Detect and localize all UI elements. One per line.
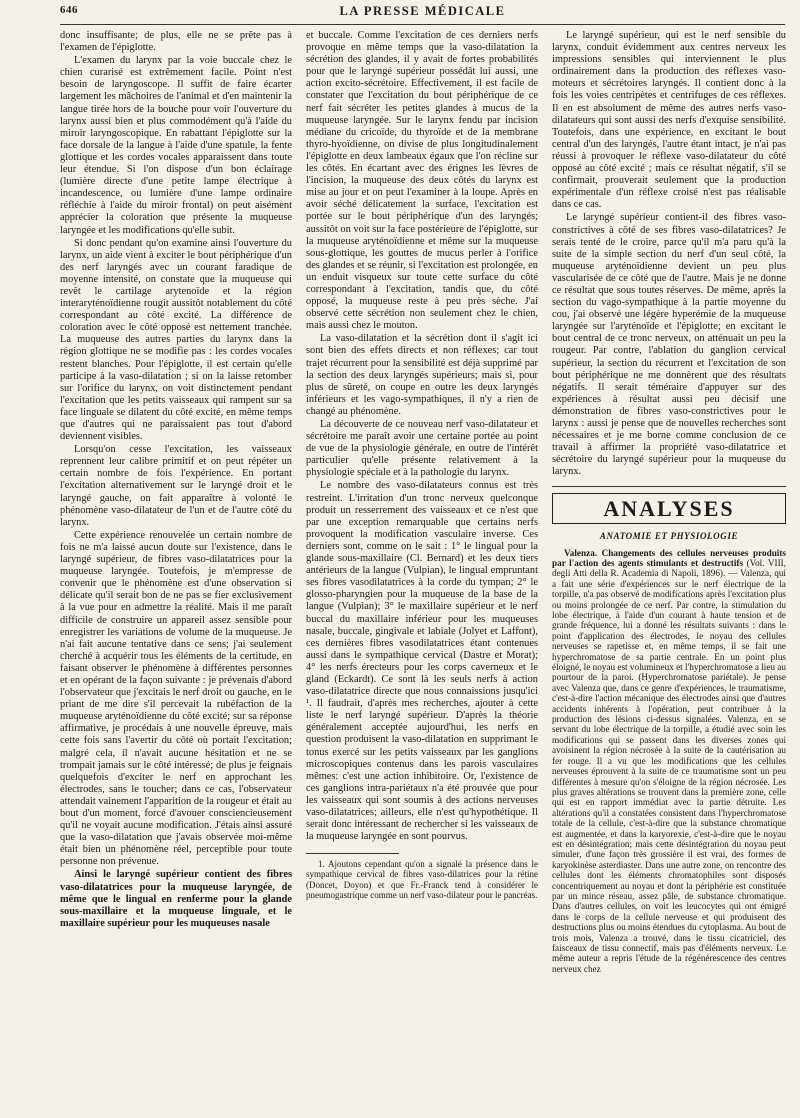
paragraph: L'examen du larynx par la voie buccale chez le chien curarisé est extrêmement facile. Point n'est besoin de laryngoscope. Il suffit de faire écarter largement les mâchoires de l'animal et d'en maintenir la langue tirée hors de la bouche pour voir l'ouverture du larynx aussi bien et plus commodément qu'à l'aide du miroir laryngoscopique. En rabattant l'épiglotte sur la face dorsale de la langue à l'aide d'une spatule, la fente glottique et les cordes vocales apparaissent dans toute leur étendue. Si l'on dispose d'un bon éclairage (lumière directe d'une petite lampe électrique à incandescence, ou lumière d'une lampe ordinaire réfléchie à l'aide du miroir frontal) on peut aisément apprécier la coloration que présente la muqueuse laryngée et les modifications qu'elle subit. (60, 55, 292, 236)
footnote-text: 1. Ajoutons cependant qu'on a signalé la présence dans le sympathique cervical de fibres vaso-dilatrices pour la rétine (Doncet, Doyon) et que Fr.-Franck tend à considérer le pneumogastrique comme un nerf vaso-dilateur pour le pancréas. (306, 859, 538, 900)
header-rule (60, 24, 785, 25)
bold-paragraph: Ainsi le laryngé supérieur contient des fibres vaso-dilatatrices pour la muqueuse laryngée, de même que le lingual en renferme pour la glande sous-maxillaire et la muqueuse linguale, et le maxillaire supérieur pour les muqueuses nasale (60, 869, 292, 929)
abstract-heading: Valenza. Changements des cellules nerveuses produits par l'action des agents stimulants et destructifs (552, 547, 786, 568)
paragraph: et buccale. Comme l'excitation de ces derniers nerfs provoque en même temps que la vaso-dilatation la sécrétion des glandes, il y avait de fortes probabilités pour que le laryngé supérieur possédât lui aussi, une action excito-sécrétoire. Effectivement, il est facile de constater que l'excitation du bout périphérique de ce nerf fait sécréter les petites glandes à mucus de la muqueuse laryngée. Sur le larynx fendu par incision médiane du cricoïde, du thyroïde et de la membrane thyro-hyoïdienne, on divise de plus longitudinalement l'épiglotte en deux lambeaux égaux que l'on récline sur les côtés. En écartant avec des érignes les lèvres de l'incision, la muqueuse des deux côtés du larynx est mise au jour et on peut l'examiner à la loupe. Après en avoir séché délicatement la surface, l'excitation est portée sur le bout périphérique d'un des laryngés; aussitôt on voit sur la face postérieure de l'épiglotte, sur la muqueuse aryténoïdienne et même sur la muqueuse sous-glottique, les gouttes de mucus perler à l'orifice des glandes et se réunir, si l'excitation est prolongée, en un enduit visqueux sur toute cette surface du côté correspondant à l'excitation, tandis que, du côté opposé, la muqueuse reste à peu près sèche. J'ai observé cette sécrétion non seulement chez le chien, mais aussi chez le mouton. (306, 30, 538, 332)
paragraph: Cette expérience renouvelée un certain nombre de fois ne m'a laissé aucun doute sur l'existence, dans le laryngé supérieur, de fibres vaso-dilatatrices pour la muqueuse laryngée. Toutefois, je m'empresse de convenir que le phénomène est d'une observation si délicate qu'il serait bon de ne pas se fier exclusivement à la vue pour en admettre la réalité. Mais il me paraît difficile de construire un appareil assez sensible pour enregistrer les variations de volume de la muqueuse. Je n'ai fait aucune tentative dans ce sens; j'ai seulement cherché à acquérir tous les éléments de la certitude, en faisant observer le phénomène à différentes personnes et en opérant de la façon suivante : je prévenais d'abord l'observateur que j'excitais le nerf droit ou gauche, en le priant de me dire s'il percevait la rubéfaction de la muqueuse aryténoïdienne du côté excité; sur sa réponse affirmative, je procédais à une nouvelle épreuve, mais cette fois sans l'avertir du côté où portait l'excitation; malgré cela, il n'avait aucune hésitation et ne se trompait jamais sur le côté intéressé; de plus je feignais quelquefois d'exciter le nerf en approchant les électrodes, sans le toucher; dans ce cas, l'observateur attendait vainement l'apparition de la rougeur et était au bout d'un moment, forcé d'avouer consciencieusement qu'il ne voyait aucune modification. J'étais ainsi assuré que la vaso-dilatation que j'avais observée moi-même était bien un phénomène réel, perceptible pour toute personne non prévenue. (60, 529, 292, 868)
analyses-title: ANALYSES (603, 496, 735, 522)
journal-title: LA PRESSE MÉDICALE (339, 4, 506, 18)
section-title: ANATOMIE ET PHYSIOLOGIE (599, 531, 739, 542)
paragraph: Le laryngé supérieur, qui est le nerf sensible du larynx, conduit évidemment aux centres nerveux les impressions sensibles qui interviennent le plus ordinairement dans la production des réflexes vaso-moteurs et sécrétoires laryngés. Il contient donc à la fois les voies centripètes et centrifuges de ces réflexes. Il en est absolument de même des autres nerfs vaso-dilatateurs qui sont aussi des nerfs d'exquise sensibilité. Toutefois, dans une expérience, en excitant le bout central d'un des laryngés, l'autre étant intact, je n'ai pas réussi à provoquer le réflexe vaso-dilatateur du côté opposé au côté excité ; mais ce résultat négatif, s'il se confirmait, prouverait seulement que la production expérimentale d'un réflexe croisé n'est pas réalisable dans ce cas. (552, 30, 786, 211)
abstract (552, 548, 786, 975)
footnote (306, 859, 538, 900)
page-number: 646 (60, 4, 78, 16)
paragraph: Lorsqu'on cesse l'excitation, les vaisseaux reprennent leur calibre primitif et on peut répéter un certain nombre de fois l'expérience. En portant l'excitation alternativement sur le laryngé droit et le laryngé gauche, on fait apparaître à volonté le phénomène vaso-dilatateur de l'un et de l'autre côté du larynx. (60, 444, 292, 528)
analyses-heading-box (552, 493, 786, 524)
paragraph: La vaso-dilatation et la sécrétion dont il s'agit ici sont bien des effets directs et non réflexes; car tout trajet récurrent pour la sensibilité est déjà supprimé par la section des deux laryngés supérieurs; mais si, pour plus de sûreté, on coupe en outre les deux laryngés inférieurs et les vago-sympathiques, il n'y a rien de changé au phénomène. (306, 333, 538, 417)
paragraph: Le laryngé supérieur contient-il des fibres vaso-constrictives à côté de ses fibres vaso-dilatatrices? Je serais tenté de le croire, parce qu'il m'a paru qu'à la suite de la simple section du nerf d'un seul côté, la muqueuse aryténoïdienne devient un peu plus vascularisée de ce côté que de l'autre. Mais je ne donne ce résultat que sous toutes réserves. De même, après la section du vago-sympathique à la partie moyenne du cou, j'ai observé une légère hyperémie de la muqueuse laryngée sur l'aryténoïde et l'épiglotte; en excitant le bout central de ce tronc nerveux, on atténuait un peu la rougeur. Par contre, l'ablation du ganglion cervical supérieur, la section du récurrent et l'excitation de son bout périphérique ne me donnèrent que des résultats négatifs. Il serait téméraire d'appuyer sur des expériences à résultat aussi peu décisif une démonstration de fibres vaso-constrictives pour le larynx : aussi je pense que de nouvelles recherches sont nécessaires et je me borne comme conclusion de ce travail à affirmer la propriété vaso-dilatatrice et sécrétoire du laryngé supérieur pour la muqueuse du larynx. (552, 212, 786, 478)
abstract-paragraph (552, 548, 786, 975)
page-header (60, 4, 785, 22)
abstract-reference: (Vol. VIII, degli Atti della R. Academia di Napoli, 1896). — (552, 557, 786, 579)
abstract-body: Valenza, qui a fait une série d'expériences sur le nerf électrique de la torpille, n'a pas observé de modifications après l'excitation plus ou moins prolongée de ce nerf. Par contre, la stimulation du lobe électrique, à l'aide d'un courant à haute tension et de grande fréquence, lui a donné les résultats suivants : dans le point d'application des électrodes, le noyau des cellules nerveuses se rapetisse et, en même temps, il se fait une hyperchromatose de sa partie centrale. En un point plus éloigné, le noyau est volumineux et l'hyperchromatose a lieu au pourtour de la paroi. (Hyperchromatose pariétale). Je pense avec Valenza que, dans ce genre d'expériences, le traumatisme, c'est-à-dire l'action mécanique des électrodes ainsi que d'autres accidents inhérents à l'opération, peut contribuer à la production des lésions ci-dessus signalées. Valenza, en se servant du lobe électrique de la torpille, a étudié avec soin les modifications qui se passent dans les diverses zones qui avoisinent la région nécrosée à la suite de la cautérisation au fer rouge. Il a vu que les modifications que les cellules nerveuses éprouvent à la suite de ce traumatisme sont un peu différentes à mesure qu'on s'éloigne de la région nécrosée. Les plus graves altérations se trouvent dans la première zone, celle qui est en rapport immédiat avec la partie détruite. Les altérations qu'il a constatées consistent dans l'hyperchromatose totale de la cellule, c'est-à-dire que la substance chromatique est augmentée, et dans la karyorexie, c'est-à-dire que le noyau est en désintégration; mais cette désintégration du noyau peut simuler, d'une façon très grossière il est vrai, des formes de karyokinèse asterdiaster. Dans une autre zone, on rencontre des cellules dont les éléments chromatophiles sont disposés concentriquement au noyau et dont la périphérie est constituée par un mince réseau, assez pâle, de substance chromatique. Dans d'autres cellules, on voit les leucocytes qui ont émigré dans le corps de la cellule nerveuse et qui produisent des destructions plus ou moins étendues du cytoplasma. Au bout de trois mois, Valenza a trouvé, dans le tissu cicatriciel, des faisceaux de tissu connectif, mais pas d'éléments nerveux. Le même auteur a repris l'étude de la régénérescence des centres nerveux chez (552, 568, 786, 974)
paragraph: Le nombre des vaso-dilatateurs connus est très restreint. L'irritation d'un tronc nerveux quelconque produit un resserrement des vaisseaux et ce n'est que par une exception remarquable que certains nerfs provoquent la modification vasculaire inverse. Ces derniers sont, comme on le sait : 1° le lingual pour la glande sous-maxillaire (Cl. Bernard) et les deux tiers antérieurs de la langue (Vulpian), le lingual empruntant ses fibres vasodilatatrices à la corde du tympan; 2° le glosso-pharyngien pour la muqueuse de la base de la langue (Vulpian); 3° le maxillaire supérieur et le nerf buccal du maxillaire inférieur pour les muqueuses nasale, buccale, gingivale et labiale (Jolyet et Laffont), ces dernières fibres vasodilatatrices étant contenues aussi dans le sympathique cervical (Dastre et Morat); 4° les nerfs érecteurs pour les corps caverneux et le gland (Eckardt). Ce sont là les seuls nerfs à action vaso-dilatatrice directe que nous connaissions jusqu'ici ¹. Il faudrait, d'après mes recherches, ajouter à cette liste le nerf laryngé supérieur. D'après la théorie généralement acceptée aujourd'hui, les nerfs en question produisent la vaso-dilatation en supprimant le tonus exercé sur les petits vaisseaux par les ganglions microscopiques contenus dans les parois vasculaires mêmes: c'est une action inhibitoire. Or, l'existence de ces ganglions intra-pariétaux n'a été prouvée que pour les vaisseaux qui sont soumis à des actions nerveuses vaso-dilatatrices; ailleurs, elle n'est qu'hypothétique. Il serait donc intéressant de rechercher si les vaisseaux de la muqueuse laryngée en sont pourvus. (306, 480, 538, 843)
section-separator (552, 486, 786, 487)
paragraph: donc insuffisante; de plus, elle ne se prête pas à l'examen de l'épiglotte. (60, 30, 292, 54)
footnote-rule (306, 853, 399, 854)
paragraph: La découverte de ce nouveau nerf vaso-dilatateur et sécrétoire me paraît avoir une certaine portée au point de vue de la physiologie générale, en outre de l'intérêt particulier qu'elle présente relativement à la physiologie spéciale et à la pathologie du larynx. (306, 419, 538, 479)
paragraph: Si donc pendant qu'on examine ainsi l'ouverture du larynx, un aide vient à exciter le bout périphérique d'un des nerf laryngés avec un courant faradique de moyenne intensité, on constate que la muqueuse qui revêt le cartilage arytenoïde et la région interaryténoïdienne rougit aussitôt notablement du côté correspondant au côté excité. La différence de coloration avec le côté opposé est nettement tranchée. La muqueuse des autres parties du larynx dans la région glottique ne se modifie pas : les cordes vocales restent blanches. Pour l'épiglotte, il est certain qu'elle participe à la vaso-dilatation ; si on la laisse retomber sur l'orifice du larynx, on voit distinctement pendant l'excitation que les petits vaisseaux qui rampent sur sa face linguale se dilatent du côté excité, en même temps que d'autres qui ne paraissaient pas tout d'abord deviennent visibles. (60, 237, 292, 443)
column-middle (306, 30, 538, 1110)
column-left (60, 30, 292, 1110)
column-right (552, 30, 786, 1110)
